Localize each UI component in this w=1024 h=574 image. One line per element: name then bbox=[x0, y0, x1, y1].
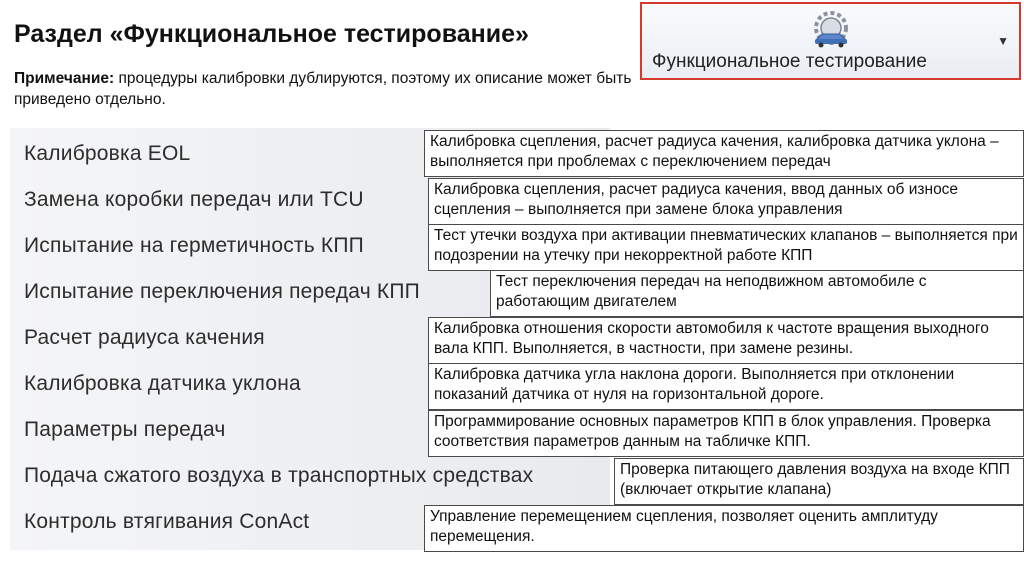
menu-item-gearshift-test[interactable]: Испытание переключения передач КПП bbox=[24, 280, 420, 303]
menu-item-gearbox-tcu-replacement[interactable]: Замена коробки передач или TCU bbox=[24, 188, 364, 211]
description-box-eol: Калибровка сцепления, расчет радиуса качения, калибровка датчика уклона – выполняется при проблемах с переключением передач bbox=[424, 130, 1024, 177]
menu-item-compressed-air-supply[interactable]: Подача сжатого воздуха в транспортных средствах bbox=[24, 464, 534, 487]
description-box-leak-test: Тест утечки воздуха при активации пневматических клапанов – выполняется при подозрении на утечку при некорректной работе КПП bbox=[428, 224, 1024, 271]
note-text: процедуры калибровки дублируются, поэтому их описание может быть приведено отдельно. bbox=[14, 70, 632, 108]
menu-item-tilt-sensor-calibration[interactable]: Калибровка датчика уклона bbox=[24, 372, 301, 395]
menu-item-gearbox-leak-test[interactable]: Испытание на герметичность КПП bbox=[24, 234, 364, 257]
description-box-tilt-sensor: Калибровка датчика угла наклона дороги. Выполняется при отклонении показаний датчика от нуля на горизонтальной дороге. bbox=[428, 363, 1024, 410]
description-box-conact: Управление перемещением сцепления, позволяет оценить амплитуду перемещения. bbox=[424, 505, 1024, 552]
description-box-gearshift: Тест переключения передач на неподвижном автомобиле с работающим двигателем bbox=[490, 270, 1024, 317]
description-box-gear-parameters: Программирование основных параметров КПП в блок управления. Проверка соответствия параметров данным на табличке КПП. bbox=[428, 410, 1024, 457]
description-box-rolling-radius: Калибровка отношения скорости автомобиля к частоте вращения выходного вала КПП. Выполняется, в частности, при замене резины. bbox=[428, 317, 1024, 364]
description-box-compressed-air: Проверка питающего давления воздуха на входе КПП (включает открытие клапана) bbox=[614, 458, 1024, 505]
menu-item-gear-parameters[interactable]: Параметры передач bbox=[24, 418, 226, 441]
note bbox=[14, 68, 634, 110]
gear-car-icon bbox=[806, 10, 856, 48]
menu-item-eol-calibration[interactable]: Калибровка EOL bbox=[24, 142, 191, 165]
ribbon-label: Функциональное тестирование bbox=[652, 51, 927, 72]
menu-item-conact-retraction[interactable]: Контроль втягивания ConAct bbox=[24, 510, 310, 533]
chevron-down-icon[interactable]: ▼ bbox=[997, 34, 1009, 48]
functional-testing-ribbon-button[interactable] bbox=[640, 2, 1021, 80]
description-box-tcu: Калибровка сцепления, расчет радиуса качения, ввод данных об износе сцепления – выполняется при замене блока управления bbox=[428, 178, 1024, 225]
page-title: Раздел «Функциональное тестирование» bbox=[14, 20, 529, 48]
menu-item-rolling-radius[interactable]: Расчет радиуса качения bbox=[24, 326, 265, 349]
note-label: Примечание: bbox=[14, 70, 115, 87]
